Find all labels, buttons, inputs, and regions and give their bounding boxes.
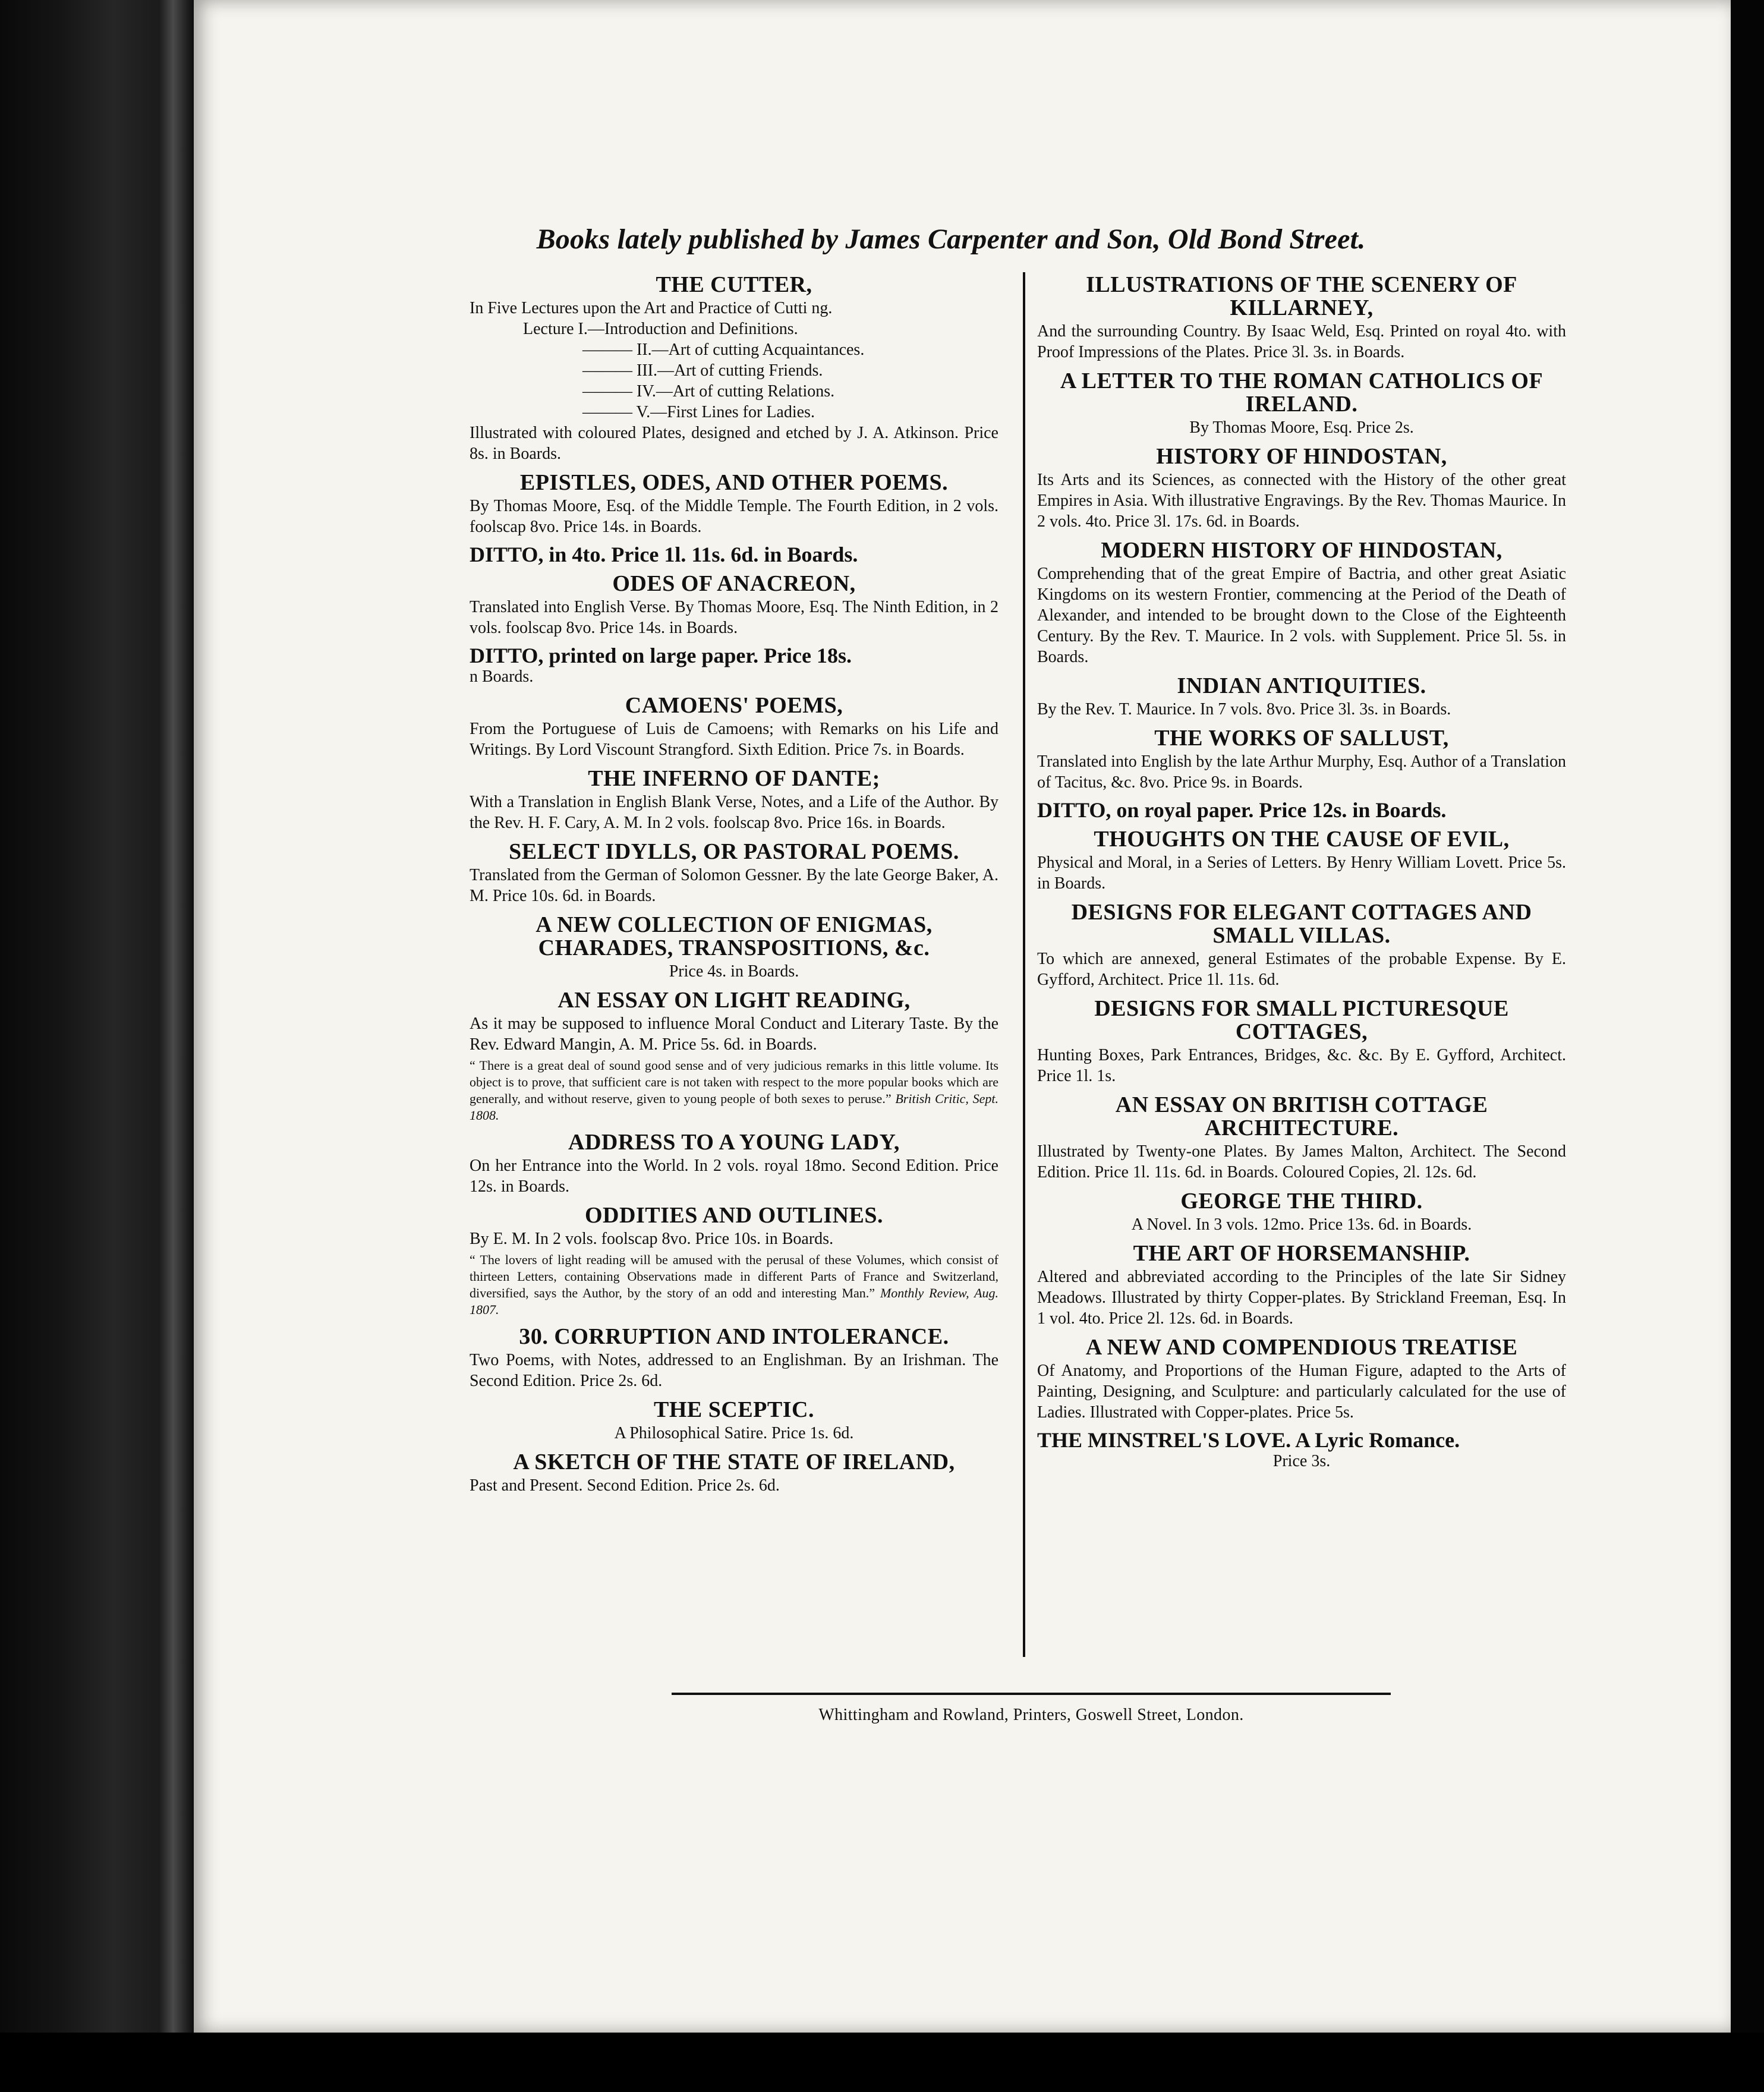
listing-title: ODES OF ANACREON, [612,571,856,596]
listing-entry [1037,1430,1566,1472]
listing-description: Translated from the German of Solomon Gessner. By the late George Baker, A. M. Price 10s. 6d. in Boards. [470,866,998,905]
listing-description: Hunting Boxes, Park Entrances, Bridges, &c. &c. By E. Gyfford, Architect. Price 1l. 1s. [1037,1046,1566,1085]
review-quote [470,1057,998,1124]
listing-title: THOUGHTS ON THE CAUSE OF EVIL, [1094,827,1510,852]
review-quote [470,1252,998,1318]
listing-entry [1037,273,1566,363]
listing-description: Translated into English Verse. By Thomas Moore, Esq. The Ninth Edition, in 2 vols. foolscap 8vo. Price 14s. in Boards. [470,598,998,637]
listing-description: Comprehending that of the great Empire of Bactria, and other great Asiatic Kingdoms on its western Frontier, commencing at the Period of the Death of Alexander, and intended to be brought down to the Close of the Eighteenth Century. By the Rev. T. Maurice. In 2 vols. with Supplement. Price 5l. 5s. in Boards. [1037,565,1566,666]
listing-description: Price 3s. [1272,1452,1331,1470]
listing-title: EPISTLES, ODES, AND OTHER POEMS. [519,470,949,495]
listing-description: By Thomas Moore, Esq. of the Middle Temple. The Fourth Edition, in 2 vols. foolscap 8vo. Price 14s. in Boards. [470,497,998,536]
listing-entry [470,1325,998,1391]
listing-title: ADDRESS TO A YOUNG LADY, [568,1130,900,1155]
lecture-line: ——— II.—Art of cutting Acquaintances. [582,341,865,359]
listing-entry [1037,539,1566,667]
listing-title: A SKETCH OF THE STATE OF IRELAND, [513,1450,955,1475]
page-header: Books lately published by James Carpenter and Son, Old Bond Street. [536,223,1366,255]
listing-title: 30. CORRUPTION AND INTOLERANCE. [519,1324,949,1349]
listing-description: n Boards. [470,667,534,686]
listing-entry [470,913,998,982]
listing-description: Its Arts and its Sciences, as connected with the History of the other great Empires in Asia. With illustrative Engravings. By the Rev. Thomas Maurice. In 2 vols. 4to. Price 3l. 17s. 6d. in Boards. [1037,471,1566,531]
listing-description: By the Rev. T. Maurice. In 7 vols. 8vo. Price 3l. 3s. in Boards. [1037,700,1451,719]
listing-inline: DITTO, on royal paper. Price 12s. in Boards. [1037,798,1447,822]
review-source: Monthly Review, Aug. 1807. [470,1286,999,1317]
listing-description: A Philosophical Satire. Price 1s. 6d. [614,1424,854,1442]
listing-entry [470,273,998,464]
listing-inline: THE MINSTREL'S LOVE. A Lyric Romance. [1037,1428,1460,1452]
listing-description: In Five Lectures upon the Art and Practice of Cutti ng. [470,299,833,317]
listing-title: GEORGE THE THIRD. [1180,1189,1423,1214]
listing-description: By Thomas Moore, Esq. Price 2s. [1189,418,1414,437]
lecture-line: Lecture I.—Introduction and Definitions. [523,320,798,338]
listing-entry [1037,727,1566,793]
footer-rule [672,1693,1391,1695]
listing-entry [1037,445,1566,532]
listing-title: ILLUSTRATIONS OF THE SCENERY OF KILLARNEY, [1086,272,1517,320]
listing-entry [470,989,998,1124]
listing-description: From the Portuguese of Luis de Camoens; with Remarks on his Life and Writings. By Lord Viscount Strangford. Sixth Edition. Price 7s. in Boards. [470,720,998,759]
listing-entry [1037,800,1566,821]
listing-entry [1037,1094,1566,1183]
listing-description: Of Anatomy, and Proportions of the Human Figure, adapted to the Arts of Painting, Designing, and Sculpture: and particularly calculated for the use of Ladies. Illustrated with Copper-plates. Price 5s. [1037,1362,1566,1422]
listing-title: INDIAN ANTIQUITIES. [1177,673,1426,698]
listing-description: To which are annexed, general Estimates of the probable Expense. By E. Gyfford, Architect. Price 1l. 11s. 6d. [1037,950,1566,989]
listing-entry [1037,370,1566,438]
listing-entry [1037,1242,1566,1329]
listing-title: SELECT IDYLLS, OR PASTORAL POEMS. [509,839,959,864]
listing-title: THE SCEPTIC. [654,1397,814,1422]
listing-entry [1037,997,1566,1086]
listing-description: Illustrated with coloured Plates, designed and etched by J. A. Atkinson. Price 8s. in Boards. [470,424,998,463]
lecture-line: ——— III.—Art of cutting Friends. [582,361,823,380]
listing-title: CAMOENS' POEMS, [625,693,843,718]
listing-title: THE INFERNO OF DANTE; [588,766,880,791]
listing-entry [470,544,998,565]
listing-entry [470,572,998,638]
listing-description: As it may be supposed to influence Moral Conduct and Literary Taste. By the Rev. Edward Mangin, A. M. Price 5s. 6d. in Boards. [470,1015,998,1054]
listing-entry [1037,675,1566,720]
listing-title: DESIGNS FOR ELEGANT COTTAGES AND SMALL VILLAS. [1071,900,1532,948]
listing-entry [470,1451,998,1496]
listing-title: THE WORKS OF SALLUST, [1154,726,1449,751]
left-column [470,273,998,1503]
listing-inline: DITTO, in 4to. Price 1l. 11s. 6d. in Boards. [470,543,858,566]
listing-description: A Novel. In 3 vols. 12mo. Price 13s. 6d. in Boards. [1131,1215,1472,1234]
listing-entry [470,1398,998,1444]
listing-inline: DITTO, printed on large paper. Price 18s. [470,644,852,667]
column-divider [1023,272,1025,1657]
lecture-line: ——— V.—First Lines for Ladies. [582,403,815,421]
listing-description: Price 4s. in Boards. [669,962,799,981]
listing-title: DESIGNS FOR SMALL PICTURESQUE COTTAGES, [1094,996,1509,1044]
lecture-line: ——— IV.—Art of cutting Relations. [582,382,835,401]
listing-entry [470,471,998,537]
listing-title: THE ART OF HORSEMANSHIP. [1133,1241,1470,1266]
listing-description: Translated into English by the late Arthur Murphy, Esq. Author of a Translation of Tacitus, &c. 8vo. Price 9s. in Boards. [1037,752,1566,792]
listing-description: On her Entrance into the World. In 2 vols. royal 18mo. Second Edition. Price 12s. in Boards. [470,1157,998,1196]
listing-description: By E. M. In 2 vols. foolscap 8vo. Price 10s. in Boards. [470,1230,834,1248]
listing-entry [1037,1336,1566,1423]
listing-entry [470,840,998,906]
listing-entry [470,767,998,833]
listing-title: MODERN HISTORY OF HINDOSTAN, [1101,538,1502,563]
right-dark-edge [1731,0,1764,2092]
listing-entry [470,1204,998,1318]
listing-title: AN ESSAY ON BRITISH COTTAGE ARCHITECTURE. [1115,1092,1488,1140]
printer-imprint: Whittingham and Rowland, Printers, Goswell Street, London. [818,1706,1244,1724]
listing-entry [470,1131,998,1197]
listing-title: THE CUTTER, [656,272,812,297]
review-quote-text: “ There is a great deal of sound good sense and of very judicious remarks in this little volume. Its object is to prove, that sufficient care is not taken with respect to the more popular books which are generally, and without reserve, given to young people of both sexes to peruse.” [470,1058,998,1106]
listing-title: HISTORY OF HINDOSTAN, [1156,444,1447,469]
listing-description: And the surrounding Country. By Isaac Weld, Esq. Printed on royal 4to. with Proof Impressions of the Plates. Price 3l. 3s. in Boards. [1037,322,1566,361]
review-quote-text: “ The lovers of light reading will be amused with the perusal of these Volumes, which consist of thirteen Letters, containing Observations made in different Parts of France and Switzerland, diversified, says the Author, by the story of an odd and interesting Man.” [470,1252,998,1300]
page-edge-strip [159,0,194,2092]
listing-title: A NEW COLLECTION OF ENIGMAS, CHARADES, TRANSPOSITIONS, &c. [536,912,933,960]
listing-entry [1037,1190,1566,1235]
listing-description: Altered and abbreviated according to the Principles of the late Sir Sidney Meadows. Illustrated by thirty Copper-plates. By Strickland Freeman, Esq. In 1 vol. 4to. Price 2l. 12s. 6d. in Boards. [1037,1268,1566,1328]
right-column [1037,273,1566,1479]
listing-description: Past and Present. Second Edition. Price 2s. 6d. [470,1476,780,1495]
listing-description: With a Translation in English Blank Verse, Notes, and a Life of the Author. By the Rev. H. F. Cary, A. M. In 2 vols. foolscap 8vo. Price 16s. in Boards. [470,793,998,832]
listing-title: A NEW AND COMPENDIOUS TREATISE [1085,1335,1518,1360]
listing-description: Illustrated by Twenty-one Plates. By James Malton, Architect. The Second Edition. Price 1l. 11s. 6d. in Boards. Coloured Copies, 2l. 12s. 6d. [1037,1142,1566,1182]
listing-title: ODDITIES AND OUTLINES. [585,1203,883,1228]
bottom-dark-edge [0,2033,1764,2092]
listing-title: AN ESSAY ON LIGHT READING, [557,988,911,1013]
review-source: British Critic, Sept. 1808. [470,1091,998,1123]
listing-description: Physical and Moral, in a Series of Letters. By Henry William Lovett. Price 5s. in Boards. [1037,853,1566,893]
listing-title: A LETTER TO THE ROMAN CATHOLICS OF IRELAND. [1060,368,1544,417]
listing-entry [470,645,998,687]
listing-entry [470,694,998,760]
listing-description: Two Poems, with Notes, addressed to an Englishman. By an Irishman. The Second Edition. Price 2s. 6d. [470,1351,998,1390]
listing-entry [1037,828,1566,894]
listing-entry [1037,901,1566,990]
